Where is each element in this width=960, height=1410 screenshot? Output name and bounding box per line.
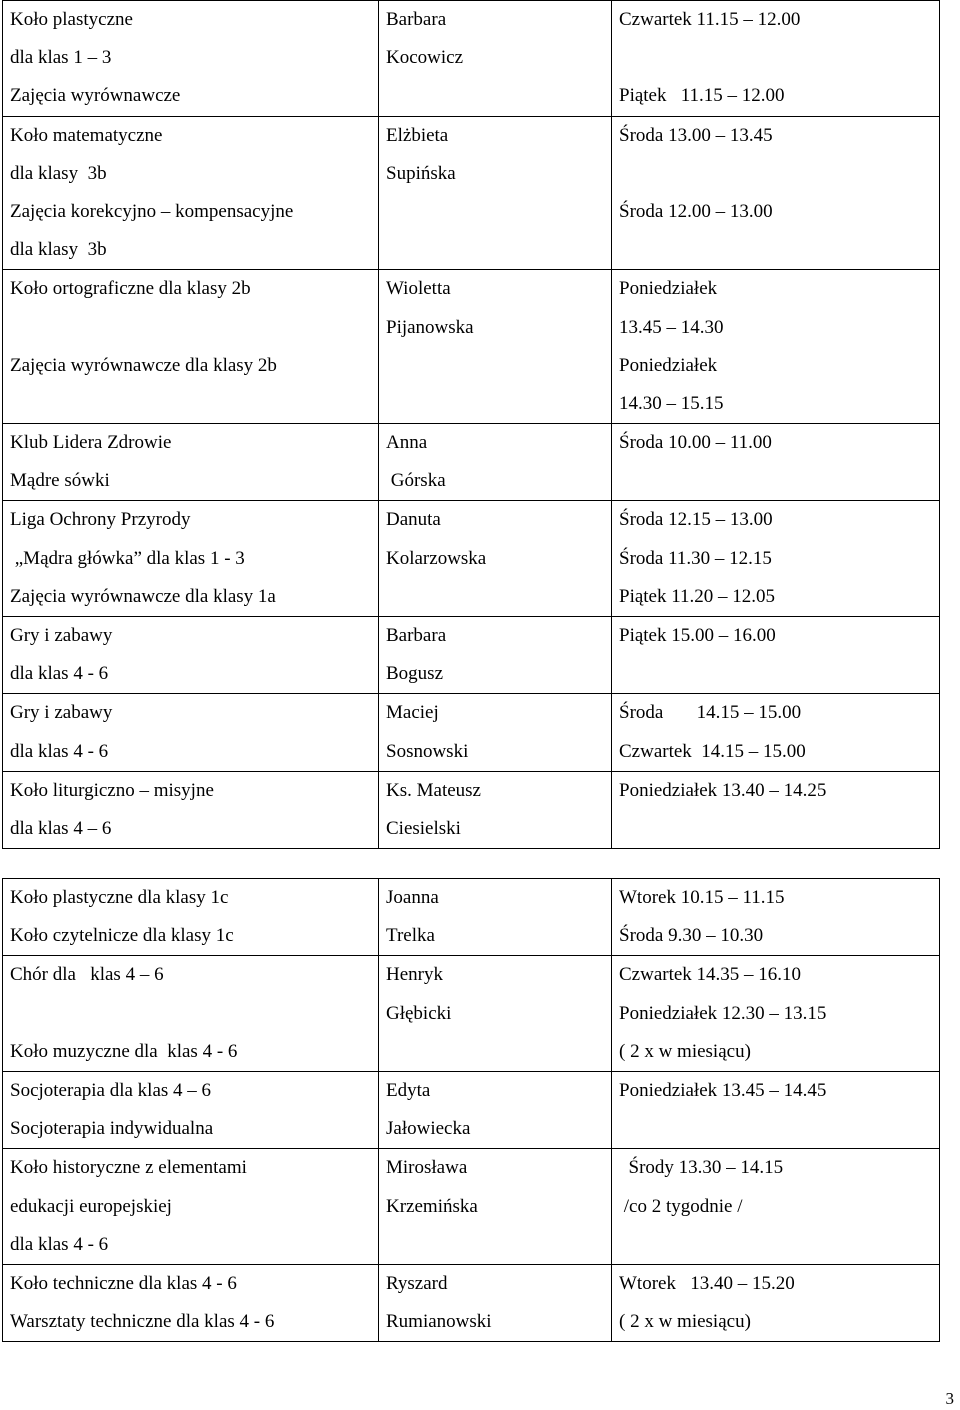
activity-line: [10, 385, 378, 423]
activity-line: dla klas 4 - 6: [10, 1233, 109, 1255]
time-cell: [612, 1071, 940, 1148]
teacher-line: Joanna: [386, 887, 439, 908]
time-line: Poniedziałek 13.40 – 14.25: [619, 779, 827, 801]
activity-cell: [3, 424, 379, 501]
activity-line: dla klasy 3b: [10, 162, 107, 184]
time-cell: [612, 617, 940, 694]
time-line: Środa 12.15 – 13.00: [619, 509, 773, 531]
activity-cell: [3, 1, 379, 117]
activity-line: Koło plastyczne dla klasy 1c: [10, 887, 229, 908]
teacher-cell: [379, 116, 612, 270]
teacher-line: Danuta: [386, 509, 441, 531]
time-line: [619, 155, 939, 193]
page-number: 3: [945, 1389, 954, 1408]
time-line: 14.30 – 15.15: [619, 392, 724, 414]
activity-cell: [3, 1149, 379, 1265]
schedule-row: [3, 1071, 940, 1148]
schedule-row: [3, 424, 940, 501]
teacher-line: [386, 231, 611, 269]
teacher-line: Głębicki: [386, 1002, 452, 1024]
schedule-table-top: [2, 0, 940, 849]
activity-line: Gry i zabawy: [10, 625, 113, 646]
time-line: [619, 462, 939, 500]
activity-cell: [3, 1264, 379, 1341]
activity-line: Mądre sówki: [10, 470, 110, 492]
teacher-cell: [379, 1149, 612, 1265]
activity-line: Klub Lidera Zdrowie: [10, 432, 172, 454]
teacher-line: Anna: [386, 432, 428, 454]
time-cell: [612, 270, 940, 424]
time-line: Poniedziałek: [619, 278, 718, 300]
activity-line: Zajęcia wyrównawcze dla klasy 1a: [10, 585, 276, 607]
teacher-line: Bogusz: [386, 663, 443, 685]
activity-cell: [3, 501, 379, 617]
schedule-row: [3, 879, 940, 956]
time-line: [619, 655, 939, 693]
activity-line: Koło czytelnicze dla klasy 1c: [10, 925, 234, 947]
activity-line: Koło liturgiczno – misyjne: [10, 779, 214, 801]
teacher-line: Henryk: [386, 964, 443, 986]
activity-line: Koło ortograficzne dla klasy 2b: [10, 278, 251, 300]
time-cell: [612, 694, 940, 771]
teacher-line: [386, 385, 611, 423]
teacher-cell: [379, 1, 612, 117]
time-line: Wtorek 13.40 – 15.20: [619, 1272, 795, 1294]
teacher-cell: [379, 617, 612, 694]
teacher-line: Jałowiecka: [386, 1118, 471, 1140]
time-line: Piątek 11.15 – 12.00: [619, 85, 785, 107]
teacher-line: Elżbieta: [386, 124, 449, 146]
activity-line: [10, 309, 378, 347]
schedule-row: [3, 501, 940, 617]
teacher-line: Pijanowska: [386, 316, 474, 338]
activity-line: edukacji europejskiej: [10, 1195, 172, 1217]
teacher-line: [386, 578, 611, 616]
time-line: Piątek 15.00 – 16.00: [619, 625, 776, 646]
activity-line: dla klas 1 – 3: [10, 47, 112, 69]
time-cell: [612, 1264, 940, 1341]
teacher-cell: [379, 771, 612, 848]
schedule-row: [3, 617, 940, 694]
time-line: Środa 13.00 – 13.45: [619, 124, 773, 146]
teacher-line: Mirosława: [386, 1157, 468, 1179]
teacher-line: [386, 193, 611, 231]
teacher-line: [386, 1226, 611, 1264]
time-line: [619, 1110, 939, 1148]
teacher-line: Górska: [386, 470, 446, 492]
schedule-row: [3, 1, 940, 117]
schedule-row: [3, 1149, 940, 1265]
time-line: Środy 13.30 – 14.15: [619, 1157, 784, 1179]
activity-line: Gry i zabawy: [10, 702, 113, 724]
activity-cell: [3, 116, 379, 270]
teacher-line: Barbara: [386, 625, 447, 646]
activity-line: dla klas 4 – 6: [10, 817, 112, 839]
time-line: Środa 11.30 – 12.15: [619, 547, 772, 569]
time-cell: [612, 1149, 940, 1265]
time-line: Środa 9.30 – 10.30: [619, 925, 764, 947]
activity-cell: [3, 956, 379, 1072]
time-line: ( 2 x w miesiącu): [619, 1040, 751, 1062]
teacher-line: [386, 77, 611, 115]
activity-line: Zajęcia wyrównawcze dla klasy 2b: [10, 354, 277, 376]
time-line: Czwartek 14.15 – 15.00: [619, 740, 806, 762]
teacher-line: Trelka: [386, 925, 435, 947]
activity-line: Koło muzyczne dla klas 4 - 6: [10, 1040, 238, 1062]
teacher-line: Kocowicz: [386, 47, 464, 69]
teacher-line: Ks. Mateusz: [386, 779, 481, 801]
teacher-cell: [379, 879, 612, 956]
time-cell: [612, 771, 940, 848]
time-cell: [612, 1, 940, 117]
activity-line: Koło historyczne z elementami: [10, 1157, 247, 1179]
activity-cell: [3, 694, 379, 771]
teacher-cell: [379, 1071, 612, 1148]
activity-line: Koło plastyczne: [10, 9, 133, 30]
schedule-row: [3, 956, 940, 1072]
schedule-row: [3, 270, 940, 424]
teacher-line: Maciej: [386, 702, 439, 724]
time-line: Środa 14.15 – 15.00: [619, 702, 802, 724]
teacher-line: [386, 347, 611, 385]
time-line: Czwartek 14.35 – 16.10: [619, 964, 802, 986]
teacher-line: [386, 1033, 611, 1071]
teacher-line: Ciesielski: [386, 817, 461, 839]
schedule-row: [3, 116, 940, 270]
teacher-line: Rumianowski: [386, 1311, 492, 1333]
activity-cell: [3, 617, 379, 694]
schedule-row: [3, 694, 940, 771]
time-line: [619, 810, 939, 848]
time-line: /co 2 tygodnie /: [619, 1195, 743, 1217]
time-line: Poniedziałek 13.45 – 14.45: [619, 1079, 827, 1101]
time-line: Środa 10.00 – 11.00: [619, 432, 772, 454]
teacher-line: Sosnowski: [386, 740, 469, 762]
time-cell: [612, 879, 940, 956]
activity-line: Zajęcia wyrównawcze: [10, 85, 181, 107]
teacher-cell: [379, 424, 612, 501]
activity-cell: [3, 879, 379, 956]
time-line: Środa 12.00 – 13.00: [619, 200, 773, 222]
schedule-table-bottom: [2, 878, 940, 1342]
teacher-cell: [379, 1264, 612, 1341]
activity-line: Koło techniczne dla klas 4 - 6: [10, 1272, 237, 1294]
schedule-row: [3, 771, 940, 848]
teacher-line: Krzemińska: [386, 1195, 478, 1217]
time-line: ( 2 x w miesiącu): [619, 1311, 751, 1333]
activity-line: „Mądra główka” dla klas 1 - 3: [10, 547, 245, 569]
activity-line: dla klas 4 - 6: [10, 740, 109, 762]
teacher-cell: [379, 956, 612, 1072]
time-cell: [612, 116, 940, 270]
activity-line: Socjoterapia indywidualna: [10, 1118, 214, 1140]
time-line: Poniedziałek 12.30 – 13.15: [619, 1002, 827, 1024]
activity-cell: [3, 771, 379, 848]
activity-line: Zajęcia korekcyjno – kompensacyjne: [10, 200, 294, 222]
teacher-line: Wioletta: [386, 278, 451, 300]
activity-line: dla klas 4 - 6: [10, 663, 109, 685]
activity-line: Liga Ochrony Przyrody: [10, 509, 191, 531]
activity-line: Socjoterapia dla klas 4 – 6: [10, 1079, 212, 1101]
activity-line: Chór dla klas 4 – 6: [10, 964, 164, 986]
activity-line: Warsztaty techniczne dla klas 4 - 6: [10, 1311, 275, 1333]
activity-cell: [3, 270, 379, 424]
time-cell: [612, 501, 940, 617]
teacher-line: Kolarzowska: [386, 547, 487, 569]
time-line: Poniedziałek: [619, 354, 718, 376]
teacher-line: Barbara: [386, 9, 447, 30]
teacher-line: Supińska: [386, 162, 456, 184]
teacher-cell: [379, 694, 612, 771]
teacher-line: Edyta: [386, 1079, 431, 1101]
time-cell: [612, 424, 940, 501]
schedule-row: [3, 1264, 940, 1341]
time-line: Piątek 11.20 – 12.05: [619, 585, 776, 607]
time-line: [619, 1226, 939, 1264]
activity-cell: [3, 1071, 379, 1148]
teacher-line: Ryszard: [386, 1272, 448, 1294]
teacher-cell: [379, 270, 612, 424]
activity-line: [10, 995, 378, 1033]
time-line: Czwartek 11.15 – 12.00: [619, 9, 801, 30]
time-line: [619, 39, 939, 77]
activity-line: Koło matematyczne: [10, 124, 163, 146]
time-cell: [612, 956, 940, 1072]
time-line: Wtorek 10.15 – 11.15: [619, 887, 785, 908]
activity-line: dla klasy 3b: [10, 239, 107, 261]
time-line: 13.45 – 14.30: [619, 316, 724, 338]
time-line: [619, 231, 939, 269]
teacher-cell: [379, 501, 612, 617]
